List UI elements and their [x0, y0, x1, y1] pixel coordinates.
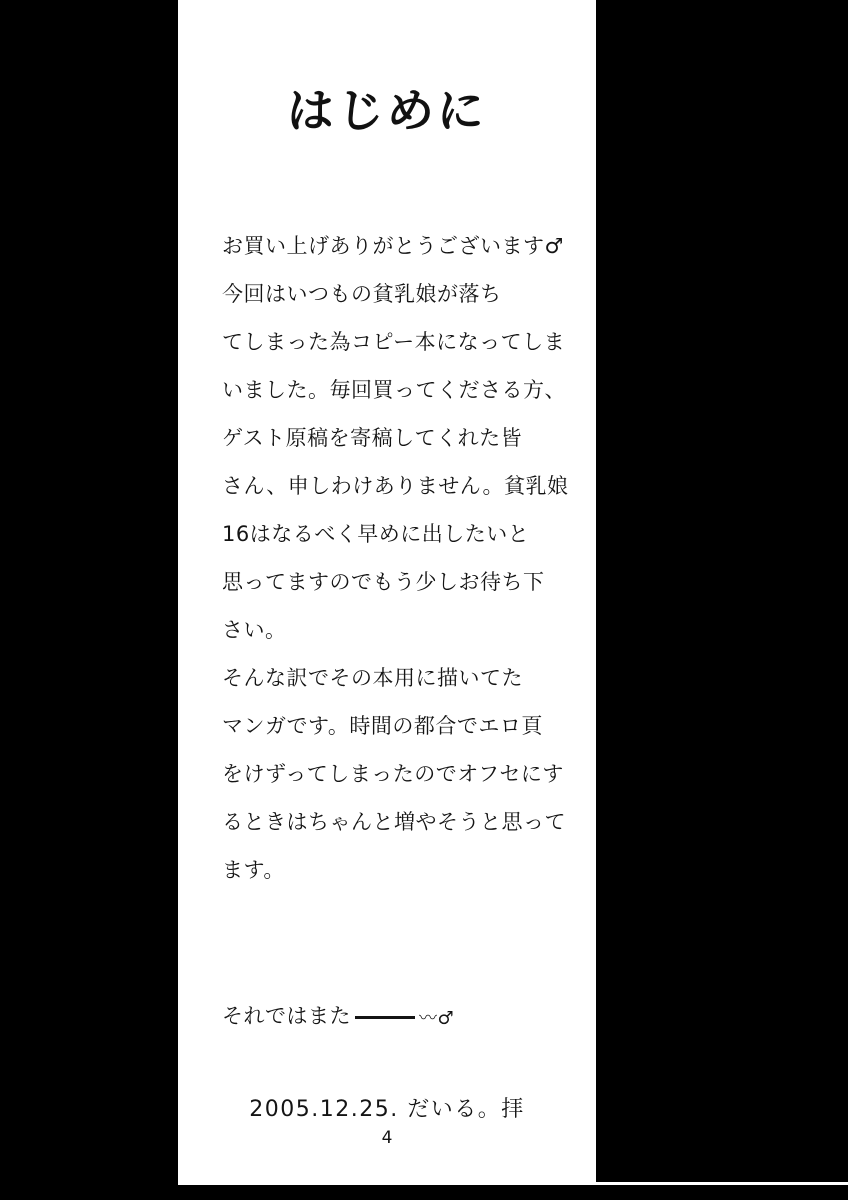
- signoff-rule: [355, 1016, 415, 1019]
- body-line: マンガです。時間の都合でエロ頁: [222, 714, 543, 738]
- body-line: いました。毎回買ってくださる方、: [222, 378, 566, 402]
- body-line: さい。: [222, 618, 287, 642]
- paper-surface: [178, 0, 596, 1185]
- scan-bleed-right: [596, 0, 848, 1182]
- body-line: るときはちゃんと増やそうと思って: [222, 810, 566, 834]
- page-number: 4: [381, 1128, 393, 1148]
- body-line: をけずってしまったのでオフセにす: [222, 762, 564, 786]
- body-line: そんな訳でその本用に描いてた: [222, 666, 523, 690]
- body-line: 16はなるべく早めに出したいと: [222, 522, 530, 546]
- body-line: てしまった為コピー本になってしま: [222, 330, 566, 354]
- signoff-tail: 〰♂: [419, 1008, 455, 1029]
- scan-bleed-corner: [824, 0, 848, 30]
- scan-bleed-bottom: [0, 1185, 848, 1200]
- body-line: さん、申しわけありません。貧乳娘: [222, 474, 569, 498]
- page-title: はじめに: [285, 84, 489, 139]
- body-line: 今回はいつもの貧乳娘が落ち: [222, 282, 502, 306]
- body-line: ます。: [222, 858, 285, 882]
- body-line: お買い上げありがとうございます♂: [222, 234, 564, 258]
- date-signature: 2005.12.25. だいる。拝: [249, 1097, 525, 1122]
- afterword-body: [222, 222, 574, 894]
- body-line: ゲスト原稿を寄稿してくれた皆: [222, 426, 523, 450]
- scan-bleed-left: [0, 0, 178, 1185]
- signoff-line: [222, 1000, 574, 1030]
- signoff-text: それではまた: [222, 1004, 351, 1028]
- body-line: 思ってますのでもう少しお待ち下: [222, 570, 545, 594]
